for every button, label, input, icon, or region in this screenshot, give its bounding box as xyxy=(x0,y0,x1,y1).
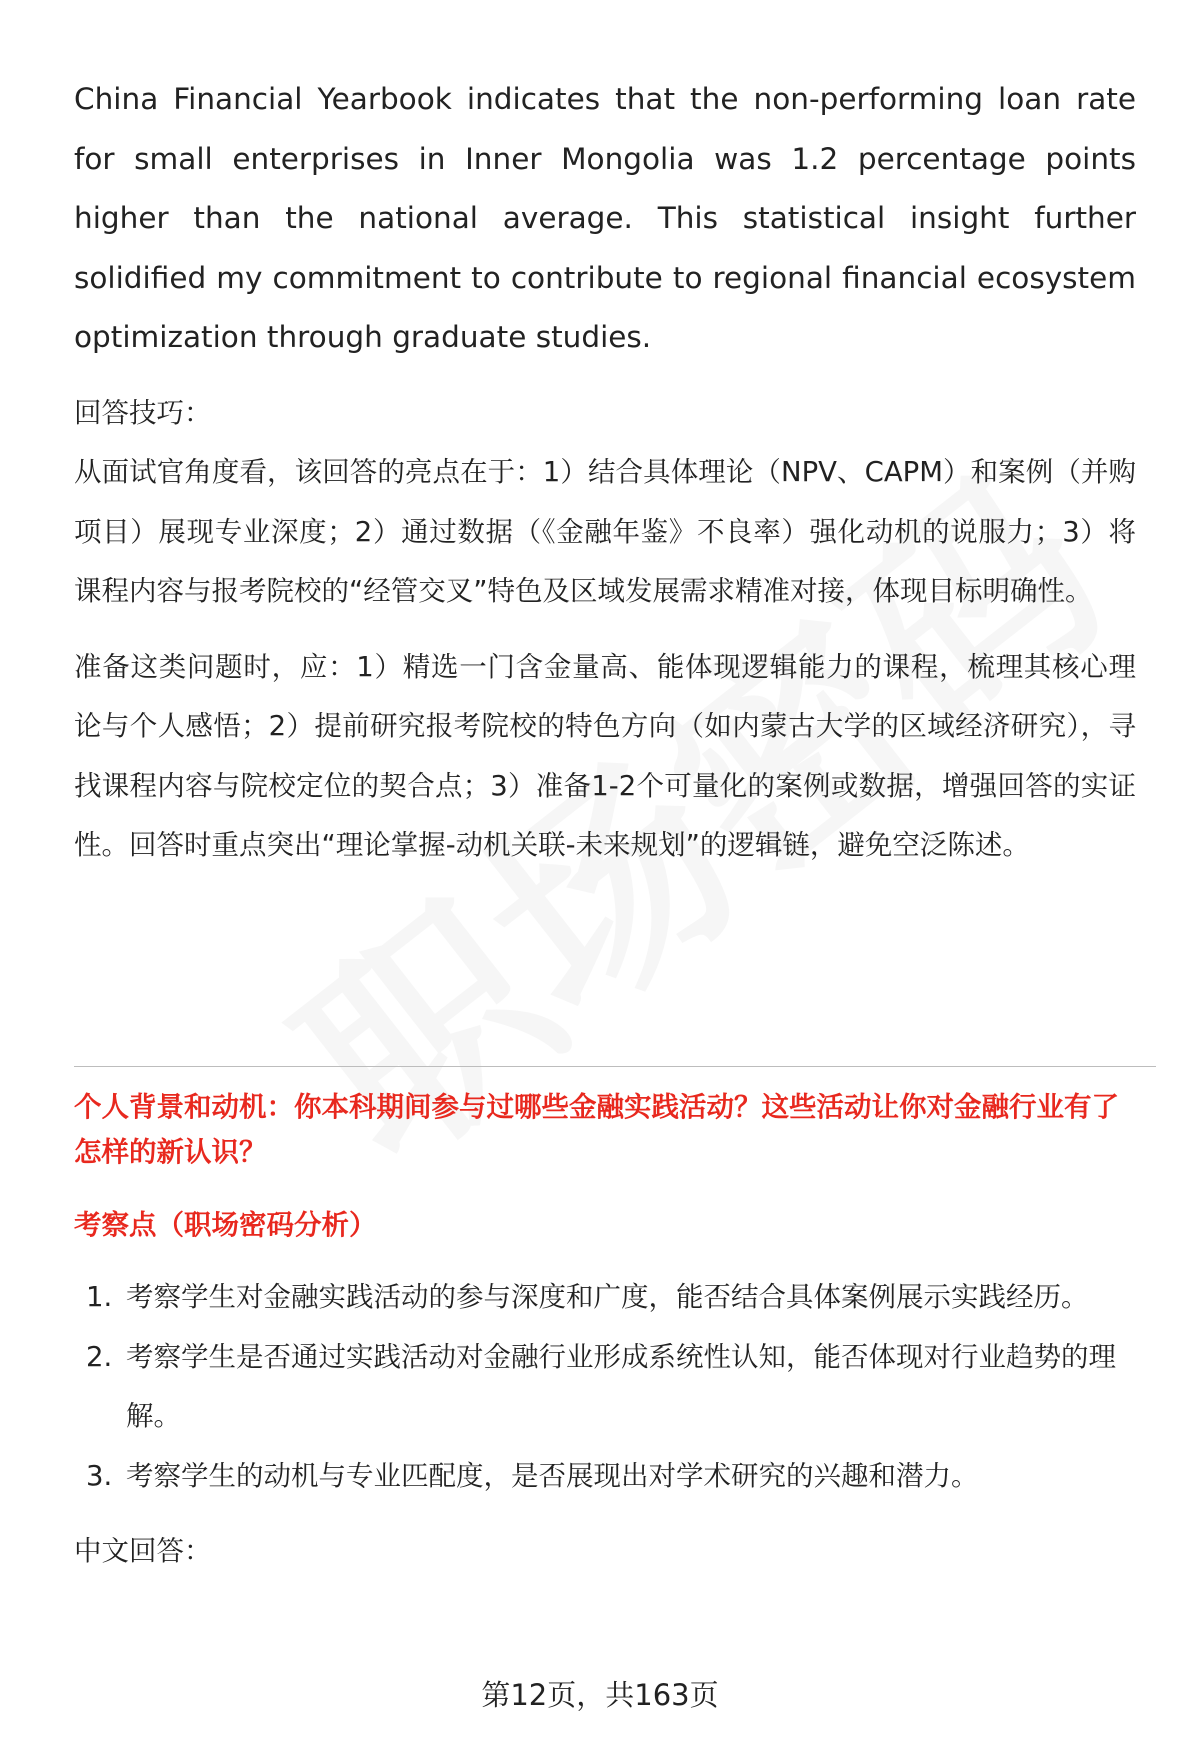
focus-points-list xyxy=(74,1268,1136,1506)
tips-paragraph-2: 准备这类问题时，应：1）精选一门含金量高、能体现逻辑能力的课程，梳理其核心理论与个人感悟；2）提前研究报考院校的特色方向（如内蒙古大学的区域经济研究），寻找课程内容与院校定位的契合点；3）准备1-2个可量化的案例或数据，增强回答的实证性。回答时重点突出“理论掌握-动机关联-未来规划”的逻辑链，避免空泛陈述。 xyxy=(74,650,1136,861)
list-number: 1. xyxy=(86,1281,113,1313)
intro-paragraph: China Financial Yearbook indicates that the non-performing loan rate for small enterprises in Inner Mongolia was 1.2 percentage points higher than the national average. This statistical insight further solidified my commitment to contribute to regional financial ecosystem optimization through graduate studies. xyxy=(74,82,1136,354)
answer-label: 中文回答： xyxy=(74,1535,212,1567)
document-page xyxy=(74,70,1136,876)
list-text: 考察学生对金融实践活动的参与深度和广度，能否结合具体案例展示实践经历。 xyxy=(126,1281,1089,1313)
focus-heading: 考察点（职场密码分析） xyxy=(74,1209,377,1241)
list-text: 考察学生是否通过实践活动对金融行业形成系统性认知，能否体现对行业趋势的理解。 xyxy=(126,1340,1116,1432)
list-item xyxy=(74,1328,1136,1447)
list-number: 3. xyxy=(86,1459,113,1492)
tips-paragraph-1: 从面试官角度看，该回答的亮点在于：1）结合具体理论（NPV、CAPM）和案例（并购项目）展现专业深度；2）通过数据（《金融年鉴》不良率）强化动机的说服力；3）将课程内容与报考院校的“经管交叉”特色及区域发展需求精准对接，体现目标明确性。 xyxy=(74,456,1136,607)
list-text: 考察学生的动机与专业匹配度，是否展现出对学术研究的兴趣和潜力。 xyxy=(126,1459,979,1492)
list-number: 2. xyxy=(86,1340,113,1373)
page-footer: 第12页，共163页 xyxy=(481,1678,719,1712)
list-item xyxy=(74,1268,1136,1328)
list-item xyxy=(74,1447,1136,1507)
question-heading: 个人背景和动机：你本科期间参与过哪些金融实践活动？这些活动让你对金融行业有了怎样的新认识？ xyxy=(74,1091,1119,1168)
question-section xyxy=(74,1085,1136,1582)
section-divider xyxy=(74,1066,1156,1067)
tips-title: 回答技巧： xyxy=(74,396,212,429)
